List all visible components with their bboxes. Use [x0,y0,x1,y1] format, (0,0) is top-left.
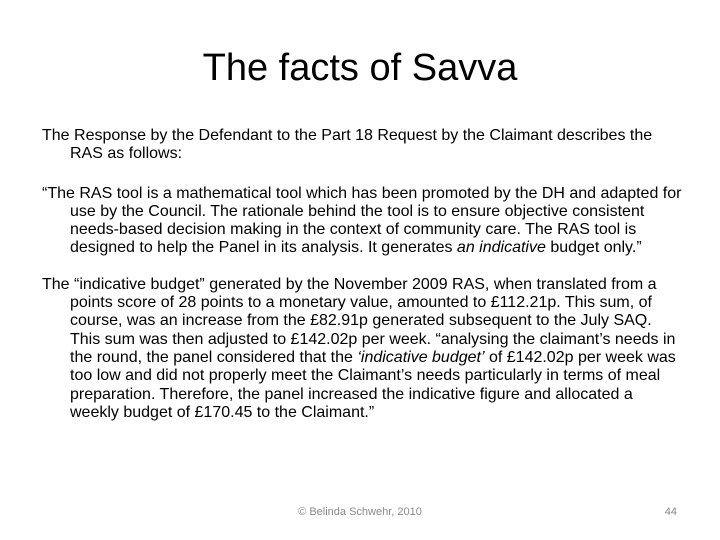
slide-title: The facts of Savva [202,47,518,89]
paragraph-indicative-budget [42,276,682,422]
quote-text: “The RAS tool is a mathematical tool which has been promoted by the DH and adapted for use by the Council. The rationale behind the tool is to ensure objective consistent needs-based decision making in the context of community care. The RAS tool is designed to help the Panel in its analysis. It generates [42,184,682,257]
paragraph-intro: The Response by the Defendant to the Part 18 Request by the Claimant describes the RAS as follows: [42,127,653,163]
budget-text-end: of £142.02p per week was too low and did not properly meet the Claimant’s needs particularly in terms of meal preparation. Therefore, the panel increased the indicative figure and allocated a weekly budget of £170.45 to the Claimant.” [70,348,676,421]
budget-text: The “indicative budget” generated by the November 2009 RAS, when translated from a points score of 28 points to a monetary value, amounted to £112.21p. This sum, of course, was an increase from the £82.91p generated subsequent to the July SAQ. This sum was then adjusted to £142.02p per week. “analysing the claimant’s needs in the round, the panel considered that the [42,275,676,366]
quote-emphasis: an indicative [456,239,546,257]
paragraph-ras-quote [42,185,682,258]
budget-emphasis: ‘indicative budget’ [357,348,485,366]
quote-text-end: budget only.” [545,239,642,257]
slide-body [42,127,682,440]
footer-copyright: © Belinda Schwehr, 2010 [298,506,422,518]
page-number: 44 [664,506,677,518]
